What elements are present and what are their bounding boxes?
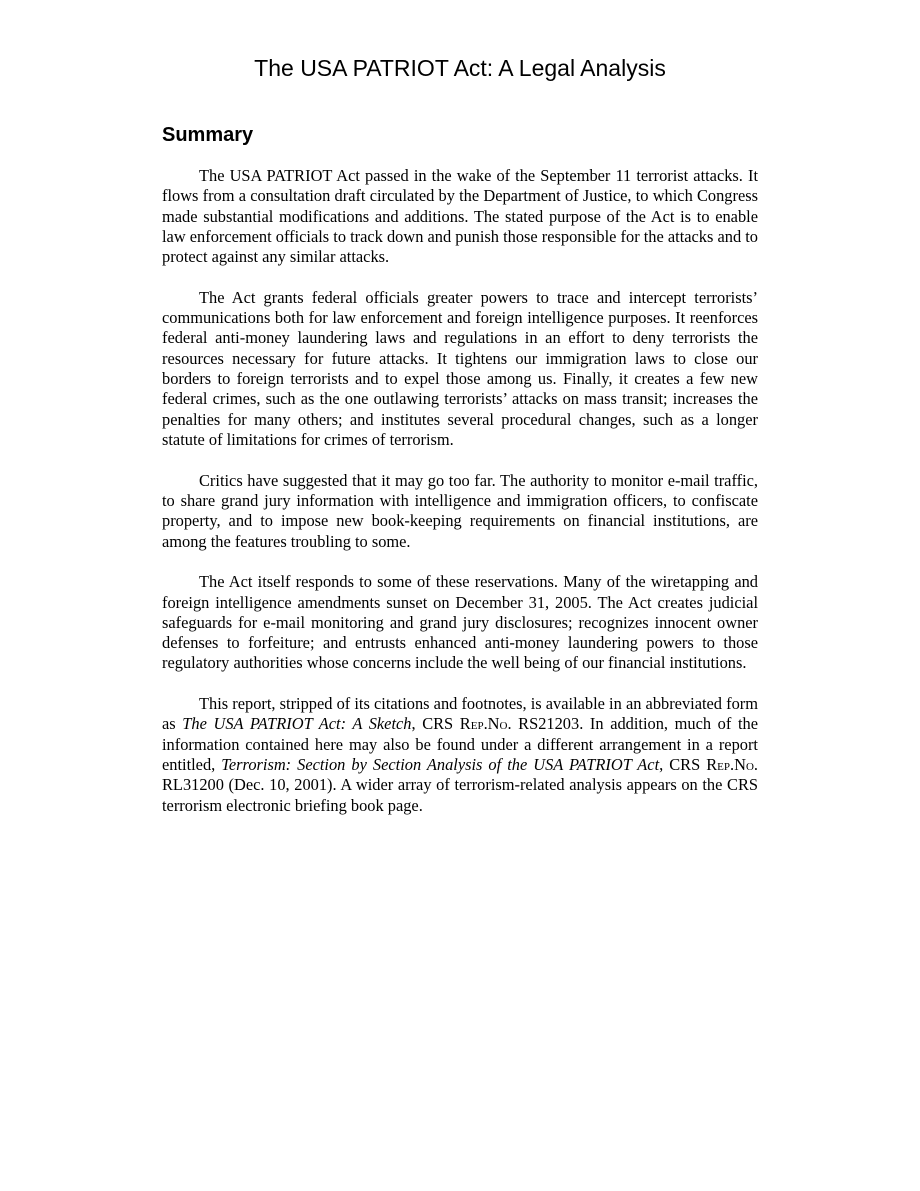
cited-report-title: The USA PATRIOT Act: A Sketch xyxy=(182,714,412,734)
paragraph-text: RL31200 (Dec. 10, 2001). A wider array of terrorism-related analysis appears on the CRS terrorism electronic briefing book page. xyxy=(162,775,758,815)
report-number-label: Rep.No. xyxy=(459,714,512,734)
report-number-label: Rep.No. xyxy=(706,754,758,774)
paragraph-text: , CRS xyxy=(411,714,460,734)
summary-paragraph-2: The Act grants federal officials greater powers to trace and intercept terrorists’ communications both for law enforcement and foreign intelligence purposes. It reenforces federal anti-money laundering laws and regulations in an effort to deny terrorists the resources necessary for future attacks. It tightens our immigration laws to close our borders to foreign terrorists and to expel those among us. Finally, it creates a few new federal crimes, such as the one outlawing terrorists’ attacks on mass transit; increases the penalties for many others; and institutes several procedural changes, such as a longer statute of limitations for crimes of terrorism. xyxy=(162,287,758,449)
summary-paragraph-1: The USA PATRIOT Act passed in the wake of the September 11 terrorist attacks. It flows from a consultation draft circulated by the Department of Justice, to which Congress made substantial modifications and additions. The stated purpose of the Act is to enable law enforcement officials to track down and punish those responsible for the attacks and to protect against any similar attacks. xyxy=(162,166,758,267)
paragraph-text: , CRS xyxy=(659,754,707,774)
document-title: The USA PATRIOT Act: A Legal Analysis xyxy=(254,55,666,81)
summary-paragraph-5 xyxy=(162,694,758,816)
paragraph-text: This report, stripped of its citations and footnotes, is available in an abbreviated form as xyxy=(162,694,758,734)
section-heading-summary: Summary xyxy=(162,124,254,146)
paragraph-text: RS21203. In addition, much of the information contained here may also be found under a different arrangement in a report entitled, xyxy=(162,714,758,774)
cited-report-title: Terrorism: Section by Section Analysis of the USA PATRIOT Act xyxy=(221,754,660,774)
summary-paragraph-3: Critics have suggested that it may go too far. The authority to monitor e-mail traffic, to share grand jury information with intelligence and immigration officers, to confiscate property, and to impose new book-keeping requirements on financial institutions, are among the features troubling to some. xyxy=(162,470,758,551)
summary-paragraph-4: The Act itself responds to some of these reservations. Many of the wiretapping and foreign intelligence amendments sunset on December 31, 2005. The Act creates judicial safeguards for e-mail monitoring and grand jury disclosures; recognizes innocent owner defenses to forfeiture; and entrusts enhanced anti-money laundering powers to those regulatory authorities whose concerns include the well being of our financial institutions. xyxy=(162,572,758,673)
summary-body xyxy=(162,166,758,836)
